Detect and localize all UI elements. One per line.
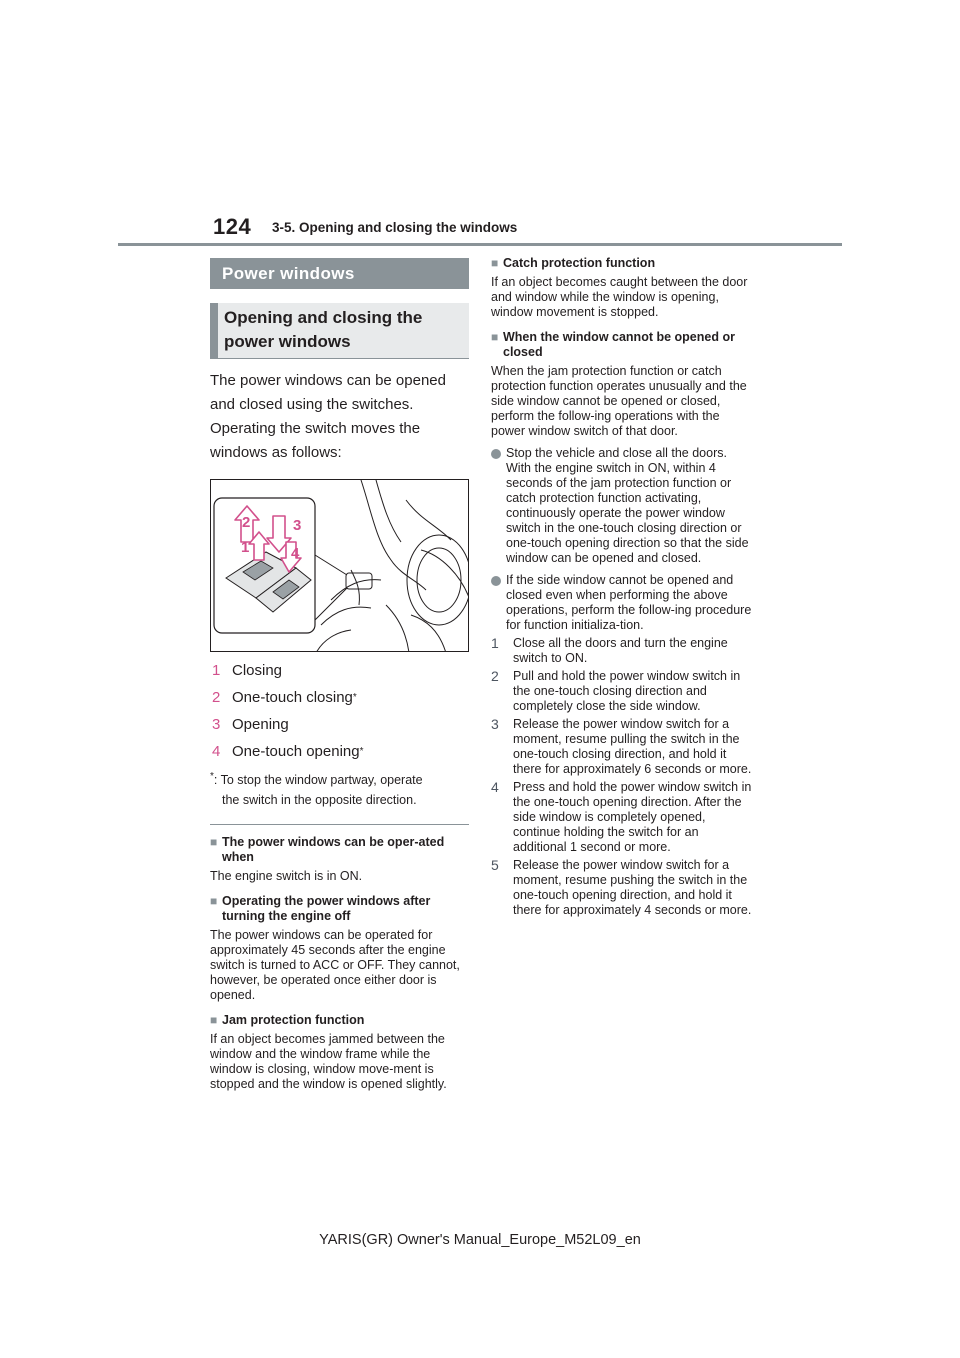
bullet-item (491, 446, 753, 566)
bullet-text: Stop the vehicle and close all the doors. With the engine switch in ON, within 4 seconds of the jam protection function or catch protection function activating, continuously operate the power window switch in the one-touch closing direction or one-touch opening direction so that the side window can be opened and closed. (506, 446, 749, 565)
page-number: 124 (213, 214, 252, 239)
footnote (210, 767, 469, 810)
step-number: 4 (491, 779, 499, 795)
square-bullet-icon: ■ (491, 256, 499, 270)
figure-label-4: 4 (291, 545, 300, 562)
header-rule (118, 243, 842, 246)
bullet-text: If the side window cannot be opened and closed even when performing the above operations, perform the follow-ing procedure for function initializa-tion. (506, 573, 752, 632)
subheading-opening-closing (210, 303, 469, 359)
legend-label: One-touch closing (232, 689, 353, 706)
step-text: Close all the doors and turn the engine switch to ON. (513, 636, 728, 665)
step-text: Pull and hold the power window switch in the one-touch closing direction and completely close the side window. (513, 669, 741, 713)
figure-label-2: 2 (242, 514, 251, 531)
legend-item (210, 684, 469, 711)
note-divider (210, 824, 469, 825)
intro-paragraph: The power windows can be opened and closed using the switches. Operating the switch moves the windows as follows: (210, 372, 446, 461)
step-number: 1 (491, 635, 499, 651)
note-title (491, 330, 753, 360)
subheading-line2: power windows (224, 332, 351, 351)
legend-item (210, 738, 469, 765)
step-text: Press and hold the power window switch in the one-touch opening direction. After the side window is completely opened, continue holding the switch for an additional 1 second or more. (513, 780, 752, 854)
note-text: If an object becomes caught between the door and window while the window is opening, window movement is stopped. (491, 275, 748, 319)
note-title (491, 256, 753, 271)
step-number: 3 (491, 716, 499, 732)
legend-label: One-touch opening (232, 743, 360, 760)
square-bullet-icon: ■ (491, 330, 499, 344)
legend-item (210, 657, 469, 684)
square-bullet-icon: ■ (210, 1013, 218, 1028)
legend-item (210, 711, 469, 738)
note-text: If an object becomes jammed between the window and the window frame while the window is closing, window move-ment is stopped and the window is opened slightly. (210, 1032, 447, 1092)
note-text: The power windows can be operated for approximately 45 seconds after the engine switch is turned to ACC or OFF. They cannot, however, be operated once either door is opened. (210, 928, 460, 1003)
legend-label: Opening (232, 716, 289, 733)
square-bullet-icon: ■ (210, 835, 218, 850)
heading-power-windows (210, 258, 469, 289)
note-title-text: Catch protection function (503, 256, 656, 270)
step-item (491, 858, 753, 918)
step-text: Release the power window switch for a moment, resume pulling the switch in the one-touch closing direction, and hold it there for approximately 6 seconds or more. (513, 717, 752, 776)
figure-label-3: 3 (293, 517, 302, 534)
bullet-item (491, 573, 753, 633)
switch-illustration (210, 479, 469, 652)
step-number: 5 (491, 857, 499, 873)
step-item (491, 780, 753, 855)
manual-footer: YARIS(GR) Owner's Manual_Europe_M52L09_en (319, 1232, 641, 1248)
figure-label-1: 1 (241, 539, 250, 556)
footnote-mark: * (210, 771, 214, 782)
step-number: 2 (491, 668, 499, 684)
switch-legend (210, 657, 469, 765)
note-title-text: The power windows can be oper-ated when (222, 835, 445, 865)
note-title (210, 835, 469, 865)
heading-text: Power windows (222, 263, 355, 283)
footnote-line2: the switch in the opposite direction. (222, 793, 417, 808)
note-title (210, 894, 469, 924)
switch-drawing (211, 480, 469, 652)
legend-number: 3 (212, 716, 221, 733)
legend-label: Closing (232, 662, 283, 679)
note-title-text: Jam protection function (222, 1013, 365, 1028)
note-title-text: When the window cannot be opened or closed (503, 330, 735, 359)
note-text: The engine switch is in ON. (210, 869, 363, 884)
footnote-line1: : To stop the window partway, operate (213, 773, 423, 788)
step-item (491, 669, 753, 714)
step-item (491, 636, 753, 666)
square-bullet-icon: ■ (210, 894, 218, 909)
circle-bullet-icon (491, 449, 501, 459)
note-text: When the jam protection function or catch protection function operates unusually and the side window cannot be opened or closed, perform the follow-ing operations with the power window switch of that door. (491, 364, 747, 438)
section-title: 3-5. Opening and closing the windows (272, 220, 518, 235)
note-title-text: Operating the power windows after turning the engine off (222, 894, 431, 924)
legend-number: 4 (212, 743, 221, 760)
legend-number: 2 (212, 689, 221, 706)
circle-bullet-icon (491, 576, 501, 586)
footnote-star: * (359, 746, 364, 757)
subheading-line1: Opening and closing the (224, 308, 423, 327)
left-column (210, 258, 469, 1092)
right-column (491, 256, 753, 918)
step-text: Release the power window switch for a moment, resume pushing the switch in the one-touch opening direction, and hold it there for approximately 4 seconds or more. (513, 858, 752, 917)
legend-number: 1 (212, 662, 221, 679)
note-title (210, 1013, 469, 1028)
footnote-star: * (352, 692, 357, 703)
step-item (491, 717, 753, 777)
